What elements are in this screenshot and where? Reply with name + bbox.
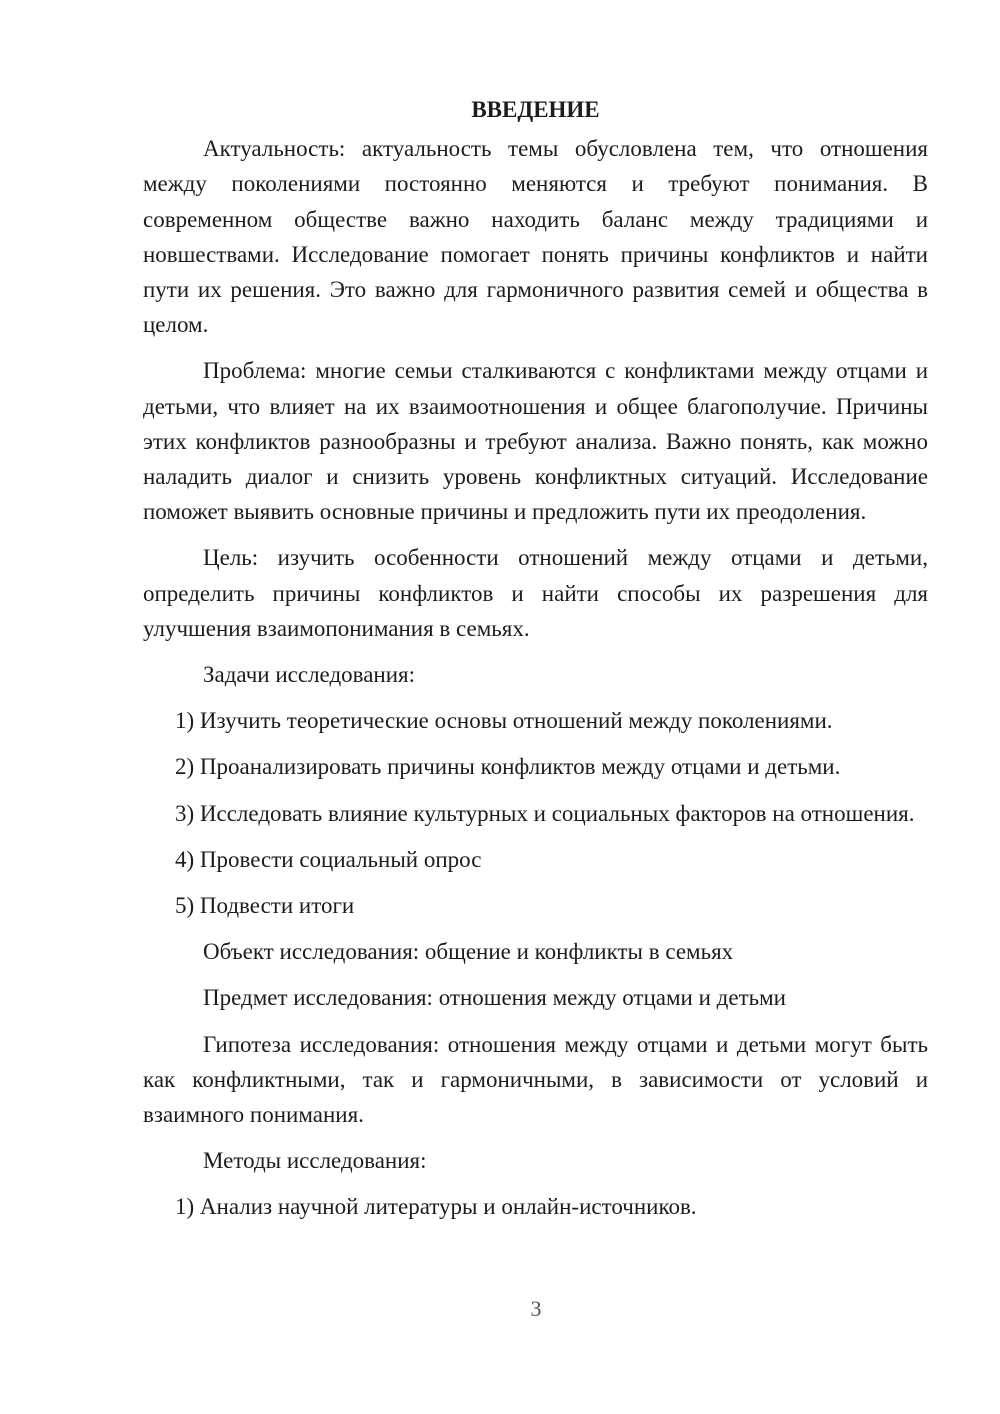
- document-page: [143, 92, 928, 1236]
- task-item: 3) Исследовать влияние культурных и социальных факторов на отношения.: [175, 800, 915, 826]
- method-item: 1) Анализ научной литературы и онлайн-источников.: [175, 1194, 697, 1220]
- methods-heading: Методы исследования:: [203, 1148, 427, 1174]
- task-item: 2) Проанализировать причины конфликтов между отцами и детьми.: [175, 754, 841, 780]
- object-line: Объект исследования: общение и конфликты в семьях: [203, 939, 734, 965]
- subject-line: Предмет исследования: отношения между отцами и детьми: [203, 985, 786, 1011]
- task-item: 1) Изучить теоретические основы отношений между поколениями.: [175, 708, 833, 734]
- relevance-paragraph: Актуальность: актуальность темы обусловлена тем, что отношения между поколениями постоянно меняются и требуют понимания. В современном обществе важно находить баланс между традициями и новшествами. Исследование помогает понять причины конфликтов и найти пути их решения. Это важно для гармоничного развития семей и общества в целом.: [143, 136, 928, 338]
- hypothesis-paragraph: Гипотеза исследования: отношения между отцами и детьми могут быть как конфликтными, так и гармоничными, в зависимости от условий и взаимного понимания.: [143, 1031, 928, 1128]
- page-number: 3: [530, 1296, 542, 1321]
- goal-paragraph: Цель: изучить особенности отношений между отцами и детьми, определить причины конфликтов и найти способы их разрешения для улучшения взаимопонимания в семьях.: [143, 545, 928, 641]
- tasks-heading: Задачи исследования:: [203, 662, 416, 688]
- problem-paragraph: Проблема: многие семьи сталкиваются с конфликтами между отцами и детьми, что влияет на их взаимоотношения и общее благополучие. Причины этих конфликтов разнообразны и требуют анализа. Важно понять, как можно наладить диалог и снизить уровень конфликтных ситуаций. Исследование поможет выявить основные причины и предложить пути их преодоления.: [143, 358, 928, 525]
- task-item: 5) Подвести итоги: [175, 893, 355, 919]
- section-heading: ВВЕДЕНИЕ: [471, 97, 600, 122]
- task-item: 4) Провести социальный опрос: [175, 846, 482, 872]
